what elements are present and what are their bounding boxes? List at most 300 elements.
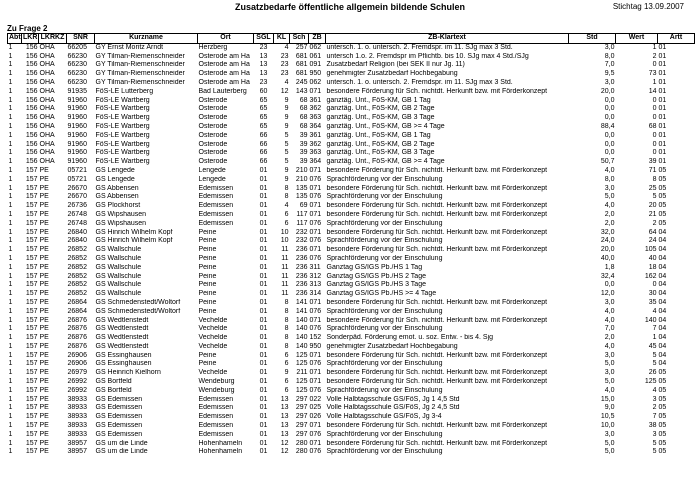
cell-lkrkz: PE bbox=[39, 237, 49, 245]
cell-kl: 11 bbox=[281, 290, 289, 298]
cell-kl: 12 bbox=[280, 448, 289, 456]
cell-kl: 8 bbox=[284, 334, 289, 342]
cell-kurzname: GS Hinrich Wilhelm Kopf bbox=[95, 228, 173, 236]
cell-sgl: 01 bbox=[259, 413, 268, 421]
cell-zb: 071 bbox=[309, 351, 322, 359]
cell-artt: 05 bbox=[658, 430, 667, 438]
cell-sch: 135 bbox=[295, 193, 308, 201]
cell-sgl: 65 bbox=[259, 105, 268, 113]
cell-std: 3,0 bbox=[604, 430, 615, 438]
cell-wert: 73 bbox=[648, 70, 657, 78]
cell-ort: Edemissen bbox=[198, 395, 234, 403]
cell-abt: 1 bbox=[8, 184, 13, 192]
cell-lkrkz: PE bbox=[39, 254, 49, 262]
cell-zb-klartext: besondere Förderung für Sch. nichtdt. Herkunft bzw. mit Förderkonzept bbox=[326, 439, 548, 447]
cell-snr: 26840 bbox=[67, 228, 87, 236]
cell-ort: Osterode am Ha bbox=[198, 61, 250, 69]
cell-snr: 26876 bbox=[67, 316, 87, 324]
cell-sch: 140 bbox=[295, 325, 308, 333]
cell-artt: 01 bbox=[658, 78, 667, 86]
cell-snr: 26852 bbox=[67, 290, 87, 298]
cell-sch: 210 bbox=[295, 166, 308, 174]
cell-wert: 71 bbox=[648, 166, 657, 174]
cell-wert: 1 bbox=[652, 334, 657, 342]
cell-zb-klartext: besondere Förderung für Sch. nichtdt. Herkunft bzw. mit Förderkonzept bbox=[326, 210, 548, 218]
cell-kl: 23 bbox=[280, 70, 289, 78]
cell-kl: 5 bbox=[284, 140, 289, 148]
cell-lkr: 157 bbox=[25, 316, 38, 324]
cell-kurzname: GS Edemissen bbox=[95, 404, 143, 412]
cell-zb: 022 bbox=[309, 395, 322, 403]
cell-wert: 4 bbox=[652, 386, 657, 394]
cell-zb: 071 bbox=[309, 210, 322, 218]
cell-abt: 1 bbox=[8, 413, 13, 421]
cell-lkr: 156 bbox=[25, 114, 38, 122]
cell-abt: 1 bbox=[8, 281, 13, 289]
cell-snr: 26992 bbox=[67, 378, 87, 386]
cell-lkrkz: OHA bbox=[39, 140, 55, 148]
cell-artt: 04 bbox=[658, 281, 667, 289]
cell-sch: 68 bbox=[299, 114, 308, 122]
cell-kurzname: GS Lengede bbox=[95, 175, 135, 183]
cell-ort: Peine bbox=[198, 360, 217, 368]
cell-zb: 071 bbox=[309, 87, 322, 95]
cell-kl: 4 bbox=[284, 78, 289, 86]
cell-kl: 4 bbox=[284, 43, 289, 51]
cell-zb-klartext: Sonderpäd. Förderung emot. u. soz. Entw. - bis 4. Sjg bbox=[326, 334, 494, 342]
cell-std: 8,0 bbox=[604, 175, 615, 183]
cell-snr: 91960 bbox=[67, 114, 87, 122]
cell-zb-klartext: besondere Förderung für Sch. nichtdt. Herkunft bzw. mit Förderkonzept bbox=[326, 184, 548, 192]
cell-snr: 66230 bbox=[67, 70, 87, 78]
cell-kurzname: GS Schmedenstedt/Woltorf bbox=[95, 307, 181, 315]
cell-kurzname: GY Ernst Moritz Arndt bbox=[95, 43, 164, 51]
cell-lkr: 156 bbox=[25, 140, 38, 148]
cell-zb-klartext: untersch. 1. o. untersch. 2. Fremdspr. im 11. SJg max 3 Std. bbox=[326, 43, 513, 51]
cell-artt: 04 bbox=[658, 228, 667, 236]
cell-lkrkz: OHA bbox=[39, 96, 55, 104]
cell-sgl: 13 bbox=[259, 52, 268, 60]
cell-snr: 26979 bbox=[67, 369, 87, 377]
cell-std: 2,0 bbox=[604, 210, 615, 218]
cell-lkr: 157 bbox=[25, 395, 38, 403]
cell-artt: 01 bbox=[658, 114, 667, 122]
cell-sch: 140 bbox=[295, 342, 308, 350]
cell-sch: 232 bbox=[295, 228, 308, 236]
cell-sch: 297 bbox=[295, 413, 308, 421]
cell-ort: Edemissen bbox=[198, 184, 234, 192]
cell-abt: 1 bbox=[8, 316, 13, 324]
cell-zb-klartext: Sprachförderung vor der Einschulung bbox=[326, 254, 443, 262]
cell-lkrkz: PE bbox=[39, 404, 49, 412]
cell-snr: 26864 bbox=[67, 307, 87, 315]
cell-sgl: 01 bbox=[259, 219, 268, 227]
cell-artt: 05 bbox=[658, 439, 667, 447]
cell-kurzname: GS Wedtlenstedt bbox=[95, 316, 149, 324]
table-row bbox=[8, 448, 695, 457]
cell-sgl: 13 bbox=[259, 70, 268, 78]
cell-ort: Peine bbox=[198, 254, 217, 262]
cell-snr: 38957 bbox=[67, 439, 87, 447]
cell-kl: 6 bbox=[284, 219, 289, 227]
cell-kl: 9 bbox=[284, 166, 289, 174]
col-header-kl: KL bbox=[274, 34, 290, 44]
cell-lkr: 157 bbox=[25, 378, 38, 386]
cell-ort: Edemissen bbox=[198, 430, 234, 438]
cell-kl: 5 bbox=[284, 149, 289, 157]
cell-std: 0,0 bbox=[604, 149, 615, 157]
table-row bbox=[8, 281, 695, 290]
cell-artt: 05 bbox=[658, 386, 667, 394]
col-header-kurzname: Kurzname bbox=[95, 34, 198, 44]
cell-artt: 04 bbox=[658, 360, 667, 368]
cell-ort: Wendeburg bbox=[198, 386, 235, 394]
cell-ort: Peine bbox=[198, 351, 217, 359]
cell-kurzname: GS Wallschule bbox=[95, 254, 142, 262]
cell-sgl: 65 bbox=[259, 114, 268, 122]
cell-ort: Edemissen bbox=[198, 210, 234, 218]
cell-sgl: 01 bbox=[259, 263, 268, 271]
cell-kurzname: GS Heinrich Kielhorn bbox=[95, 369, 161, 377]
cell-zb: 076 bbox=[309, 237, 322, 245]
cell-std: 4,0 bbox=[604, 342, 615, 350]
table-row bbox=[8, 334, 695, 343]
cell-zb-klartext: Sprachförderung vor der Einschulung bbox=[326, 175, 443, 183]
cell-artt: 05 bbox=[658, 202, 667, 210]
cell-lkr: 157 bbox=[25, 448, 38, 456]
cell-zb: 071 bbox=[309, 202, 322, 210]
cell-kl: 13 bbox=[280, 413, 289, 421]
cell-zb: 071 bbox=[309, 298, 322, 306]
cell-lkr: 157 bbox=[25, 430, 38, 438]
cell-snr: 38933 bbox=[67, 422, 87, 430]
cell-lkr: 157 bbox=[25, 298, 38, 306]
cell-zb: 076 bbox=[309, 219, 322, 227]
cell-kurzname: GS Edemissen bbox=[95, 430, 143, 438]
cell-snr: 38957 bbox=[67, 448, 87, 456]
cell-abt: 1 bbox=[8, 360, 13, 368]
cell-kl: 5 bbox=[284, 158, 289, 166]
cell-zb: 071 bbox=[309, 184, 322, 192]
cell-sch: 297 bbox=[295, 422, 308, 430]
cell-abt: 1 bbox=[8, 219, 13, 227]
cell-snr: 26736 bbox=[67, 202, 87, 210]
cell-abt: 1 bbox=[8, 386, 13, 394]
cell-sch: 125 bbox=[295, 351, 308, 359]
col-header-std: Std bbox=[569, 34, 616, 44]
cell-lkr: 156 bbox=[25, 105, 38, 113]
table-row bbox=[8, 229, 695, 238]
report-title: Zusatzbedarfe öffentliche allgemein bildende Schulen bbox=[234, 2, 466, 12]
cell-zb-klartext: besondere Förderung für Sch. nichtdt. Herkunft bzw. mit Förderkonzept bbox=[326, 369, 548, 377]
cell-kurzname: GS Wallschule bbox=[95, 272, 142, 280]
cell-ort: Herzberg bbox=[198, 43, 228, 51]
cell-abt: 1 bbox=[8, 78, 13, 86]
cell-kurzname: GS Hinrich Wilhelm Kopf bbox=[95, 237, 173, 245]
cell-kl: 12 bbox=[280, 439, 289, 447]
cell-ort: Osterode bbox=[198, 149, 228, 157]
cell-artt: 05 bbox=[658, 404, 667, 412]
cell-snr: 66230 bbox=[67, 78, 87, 86]
cell-kurzname: GS Wipshausen bbox=[95, 219, 147, 227]
table-row bbox=[8, 237, 695, 246]
cell-std: 0,0 bbox=[604, 105, 615, 113]
table-row bbox=[8, 123, 695, 132]
cell-zb: 076 bbox=[309, 254, 322, 262]
cell-zb-klartext: Ganztag GS/IGS Pb./HS 1 Tag bbox=[326, 263, 423, 271]
cell-kurzname: GS Wedtlenstedt bbox=[95, 342, 149, 350]
cell-artt: 01 bbox=[658, 140, 667, 148]
table-row bbox=[8, 255, 695, 264]
table-row bbox=[8, 325, 695, 334]
cell-lkrkz: OHA bbox=[39, 158, 55, 166]
cell-artt: 04 bbox=[658, 342, 667, 350]
cell-snr: 91960 bbox=[67, 131, 87, 139]
cell-kl: 8 bbox=[284, 316, 289, 324]
cell-abt: 1 bbox=[8, 369, 13, 377]
cell-wert: 64 bbox=[648, 228, 657, 236]
cell-zb-klartext: besondere Förderung für Sch. nichtdt. Herkunft bzw. mit Förderkonzept bbox=[326, 422, 548, 430]
cell-wert: 24 bbox=[648, 237, 657, 245]
cell-wert: 68 bbox=[648, 122, 657, 130]
cell-snr: 66230 bbox=[67, 61, 87, 69]
table-row bbox=[8, 273, 695, 282]
cell-kl: 9 bbox=[284, 175, 289, 183]
cell-zb: 071 bbox=[309, 369, 322, 377]
cell-zb-klartext: Ganztag GS/IGS Pb./HS 3 Tage bbox=[326, 281, 426, 289]
cell-artt: 01 bbox=[658, 43, 667, 51]
cell-sch: 211 bbox=[296, 369, 308, 377]
cell-kl: 9 bbox=[284, 114, 289, 122]
cell-abt: 1 bbox=[8, 378, 13, 386]
cell-kurzname: GS Bortfeld bbox=[95, 378, 132, 386]
cell-sch: 280 bbox=[295, 439, 308, 447]
cell-ort: Peine bbox=[198, 237, 217, 245]
cell-sch: 681 bbox=[295, 52, 308, 60]
cell-snr: 26852 bbox=[67, 254, 87, 262]
cell-lkrkz: PE bbox=[39, 175, 49, 183]
reference-date: Stichtag 13.09.2007 bbox=[612, 2, 684, 11]
cell-lkr: 157 bbox=[25, 246, 38, 254]
cell-lkrkz: PE bbox=[39, 281, 49, 289]
cell-lkrkz: PE bbox=[39, 351, 49, 359]
cell-snr: 26852 bbox=[67, 272, 87, 280]
table-row bbox=[8, 149, 695, 158]
cell-ort: Edemissen bbox=[198, 404, 234, 412]
cell-kl: 6 bbox=[284, 210, 289, 218]
cell-sch: 236 bbox=[295, 246, 308, 254]
cell-sgl: 01 bbox=[259, 448, 268, 456]
cell-zb: 026 bbox=[309, 413, 322, 421]
cell-ort: Osterode am Ha bbox=[198, 78, 250, 86]
cell-kurzname: GS Abbensen bbox=[95, 184, 139, 192]
cell-lkr: 156 bbox=[25, 149, 38, 157]
cell-lkr: 157 bbox=[25, 219, 38, 227]
cell-lkr: 157 bbox=[25, 290, 38, 298]
cell-kurzname: GS Wallschule bbox=[95, 281, 142, 289]
cell-kl: 9 bbox=[284, 122, 289, 130]
cell-sch: 39 bbox=[299, 158, 308, 166]
cell-kurzname: GS Wipshausen bbox=[95, 210, 147, 218]
table-row bbox=[8, 378, 695, 387]
table-row bbox=[8, 308, 695, 317]
cell-zb: 025 bbox=[309, 404, 322, 412]
table-row bbox=[8, 97, 695, 106]
cell-wert: 2 bbox=[652, 219, 657, 227]
cell-zb-klartext: besondere Förderung für Sch. nichtdt. Herkunft bzw. mit Förderkonzept bbox=[326, 351, 548, 359]
cell-artt: 05 bbox=[658, 184, 667, 192]
cell-artt: 01 bbox=[658, 131, 667, 139]
cell-kl: 9 bbox=[284, 96, 289, 104]
cell-zb-klartext: Sprachförderung vor der Einschulung bbox=[326, 448, 443, 456]
cell-kurzname: FöS-LE Wartberg bbox=[95, 158, 150, 166]
cell-std: 9,5 bbox=[604, 70, 615, 78]
cell-std: 2,0 bbox=[604, 219, 615, 227]
cell-kl: 13 bbox=[280, 430, 289, 438]
cell-artt: 04 bbox=[658, 254, 667, 262]
cell-abt: 1 bbox=[8, 395, 13, 403]
cell-sch: 135 bbox=[295, 184, 308, 192]
cell-abt: 1 bbox=[8, 254, 13, 262]
cell-wert: 0 bbox=[652, 281, 657, 289]
cell-zb: 363 bbox=[309, 149, 322, 157]
cell-lkrkz: PE bbox=[39, 316, 49, 324]
cell-kl: 23 bbox=[280, 61, 289, 69]
cell-sch: 39 bbox=[299, 131, 308, 139]
cell-zb-klartext: untersch. 1. o. untersch. 2. Fremdspr. im 11. SJg max 3 Std. bbox=[326, 78, 513, 86]
cell-lkrkz: PE bbox=[39, 448, 49, 456]
cell-zb-klartext: Sprachförderung vor der Einschulung bbox=[326, 325, 443, 333]
cell-zb: 062 bbox=[309, 43, 322, 51]
cell-zb: 071 bbox=[309, 246, 322, 254]
cell-kurzname: GS Bortfeld bbox=[95, 386, 132, 394]
cell-sch: 143 bbox=[295, 87, 308, 95]
cell-abt: 1 bbox=[8, 430, 13, 438]
cell-abt: 1 bbox=[8, 122, 13, 130]
cell-zb-klartext: ganztäg. Unt., FöS-KM, GB >= 4 Tage bbox=[326, 158, 445, 166]
cell-sch: 68 bbox=[299, 96, 308, 104]
cell-abt: 1 bbox=[8, 131, 13, 139]
cell-ort: Osterode bbox=[198, 96, 228, 104]
cell-ort: Vechelde bbox=[198, 342, 228, 350]
cell-abt: 1 bbox=[8, 61, 13, 69]
cell-snr: 38933 bbox=[67, 430, 87, 438]
cell-abt: 1 bbox=[8, 325, 13, 333]
cell-kl: 11 bbox=[281, 272, 289, 280]
cell-kl: 8 bbox=[284, 184, 289, 192]
cell-artt: 05 bbox=[658, 210, 667, 218]
cell-zb: 950 bbox=[309, 342, 322, 350]
cell-lkrkz: PE bbox=[39, 430, 49, 438]
cell-abt: 1 bbox=[8, 140, 13, 148]
table-row bbox=[8, 79, 695, 88]
table-row bbox=[8, 422, 695, 431]
cell-wert: 8 bbox=[652, 175, 657, 183]
cell-lkrkz: OHA bbox=[39, 43, 55, 51]
cell-kl: 10 bbox=[280, 237, 289, 245]
cell-artt: 01 bbox=[658, 122, 667, 130]
cell-kurzname: GS Wallschule bbox=[95, 290, 142, 298]
cell-std: 0,0 bbox=[604, 131, 615, 139]
cell-artt: 04 bbox=[658, 246, 667, 254]
cell-lkr: 157 bbox=[25, 263, 38, 271]
cell-sch: 117 bbox=[296, 219, 308, 227]
cell-wert: 0 bbox=[652, 96, 657, 104]
cell-kl: 13 bbox=[280, 422, 289, 430]
cell-kl: 8 bbox=[284, 307, 289, 315]
cell-sch: 681 bbox=[295, 70, 308, 78]
cell-zb: 076 bbox=[309, 193, 322, 201]
cell-wert: 0 bbox=[652, 140, 657, 148]
cell-kurzname: GS Wedtlenstedt bbox=[95, 334, 149, 342]
cell-artt: 04 bbox=[658, 307, 667, 315]
cell-ort: Edemissen bbox=[198, 193, 234, 201]
cell-zb-klartext: Volle Halbtagsschule GS/FöS, Jg 2 4,5 Std bbox=[326, 404, 460, 412]
cell-zb: 311 bbox=[309, 263, 321, 271]
cell-ort: Peine bbox=[198, 307, 217, 315]
col-header-abt: Abt bbox=[8, 34, 22, 44]
cell-sgl: 01 bbox=[259, 254, 268, 262]
cell-snr: 26876 bbox=[67, 334, 87, 342]
cell-lkrkz: PE bbox=[39, 210, 49, 218]
cell-lkrkz: PE bbox=[39, 272, 49, 280]
table-row bbox=[8, 360, 695, 369]
cell-std: 20,0 bbox=[600, 246, 615, 254]
cell-std: 4,0 bbox=[604, 386, 615, 394]
cell-sgl: 01 bbox=[259, 290, 268, 298]
cell-abt: 1 bbox=[8, 246, 13, 254]
cell-std: 50,7 bbox=[600, 158, 615, 166]
cell-std: 3,0 bbox=[604, 43, 615, 51]
cell-lkr: 157 bbox=[25, 281, 38, 289]
cell-abt: 1 bbox=[8, 298, 13, 306]
cell-sgl: 01 bbox=[259, 334, 268, 342]
cell-lkr: 157 bbox=[25, 237, 38, 245]
table-row bbox=[8, 343, 695, 352]
table-row bbox=[8, 141, 695, 150]
table-row bbox=[8, 211, 695, 220]
cell-sch: 297 bbox=[295, 404, 308, 412]
cell-lkrkz: PE bbox=[39, 184, 49, 192]
cell-artt: 05 bbox=[658, 219, 667, 227]
table-row bbox=[8, 176, 695, 185]
cell-lkrkz: PE bbox=[39, 342, 49, 350]
cell-artt: 04 bbox=[658, 298, 667, 306]
cell-zb: 362 bbox=[309, 140, 322, 148]
col-header-lkr: LKR bbox=[22, 34, 39, 44]
cell-sgl: 01 bbox=[259, 272, 268, 280]
cell-lkrkz: PE bbox=[39, 395, 49, 403]
cell-std: 4,0 bbox=[604, 202, 615, 210]
cell-wert: 45 bbox=[648, 342, 657, 350]
cell-std: 3,0 bbox=[604, 78, 615, 86]
cell-kurzname: GS Lengede bbox=[95, 166, 135, 174]
cell-std: 40,0 bbox=[600, 254, 615, 262]
table-row bbox=[8, 396, 695, 405]
cell-lkr: 156 bbox=[25, 70, 38, 78]
table-row bbox=[8, 105, 695, 114]
cell-std: 4,0 bbox=[604, 166, 615, 174]
cell-wert: 140 bbox=[644, 316, 657, 324]
cell-kurzname: FöS-LE Wartberg bbox=[95, 131, 150, 139]
cell-std: 88,4 bbox=[600, 122, 615, 130]
cell-zb-klartext: besondere Förderung für Sch. nichtdt. Herkunft bzw. mit Förderkonzept bbox=[326, 316, 548, 324]
cell-snr: 26748 bbox=[67, 219, 87, 227]
cell-ort: Osterode bbox=[198, 131, 228, 139]
cell-sch: 39 bbox=[299, 140, 308, 148]
cell-kurzname: GS Essinghausen bbox=[95, 351, 152, 359]
cell-snr: 26670 bbox=[67, 193, 87, 201]
